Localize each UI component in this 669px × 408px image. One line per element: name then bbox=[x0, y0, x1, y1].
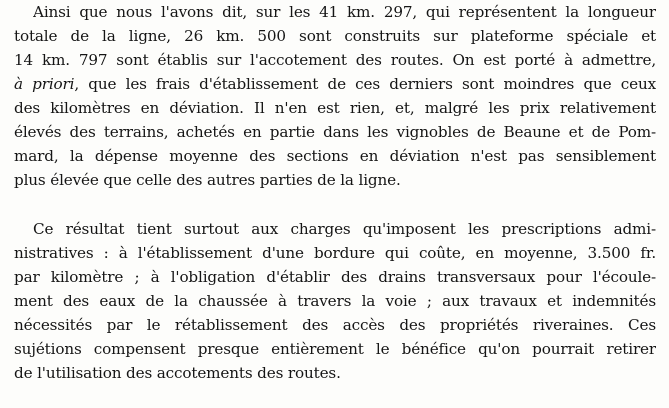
paragraph-2-line-6: sujétions compensent presque entièrement le bénéfice qu'on pourrait retirer bbox=[14, 340, 656, 358]
paragraph-2-line-4: ment des eaux de la chaussée à travers la voie ; aux travaux et indemnités bbox=[14, 292, 656, 310]
paragraph-2-line-2: nistratives : à l'établissement d'une bordure qui coûte, en moyenne, 3.500 fr. bbox=[14, 244, 656, 262]
paragraph-1-line-7: mard, la dépense moyenne des sections en déviation n'est pas sensiblement bbox=[14, 147, 656, 165]
paragraph-1-line-6: élevés des terrains, achetés en partie dans les vignobles de Beaune et de Pom- bbox=[14, 123, 656, 141]
paragraph-1-line-5: des kilomètres en déviation. Il n'en est rien, et, malgré les prix relativement bbox=[14, 99, 656, 117]
paragraph-1-line-8: plus élevée que celle des autres parties de la ligne. bbox=[14, 171, 401, 189]
paragraph-1-line-4 bbox=[14, 72, 656, 96]
line-text: , que les frais d'établissement de ces derniers sont moindres que ceux bbox=[74, 75, 656, 93]
paragraph-1-line-1: Ainsi que nous l'avons dit, sur les 41 km. 297, qui représentent la longueur bbox=[33, 3, 656, 21]
paragraph-2-line-5: nécessités par le rétablissement des accès des propriétés riveraines. Ces bbox=[14, 316, 656, 334]
paragraph-1-line-2: totale de la ligne, 26 km. 500 sont construits sur plateforme spéciale et bbox=[14, 27, 656, 45]
paragraph-2-line-1: Ce résultat tient surtout aux charges qu'imposent les prescriptions admi- bbox=[33, 220, 656, 238]
paragraph-2-line-3: par kilomètre ; à l'obligation d'établir des drains transversaux pour l'écoule- bbox=[14, 268, 656, 286]
paragraph-2-line-7: de l'utilisation des accotements des routes. bbox=[14, 364, 341, 382]
italic-phrase: à priori bbox=[14, 75, 75, 93]
paragraph-1-line-3: 14 km. 797 sont établis sur l'accotement des routes. On est porté à admettre, bbox=[14, 51, 656, 69]
